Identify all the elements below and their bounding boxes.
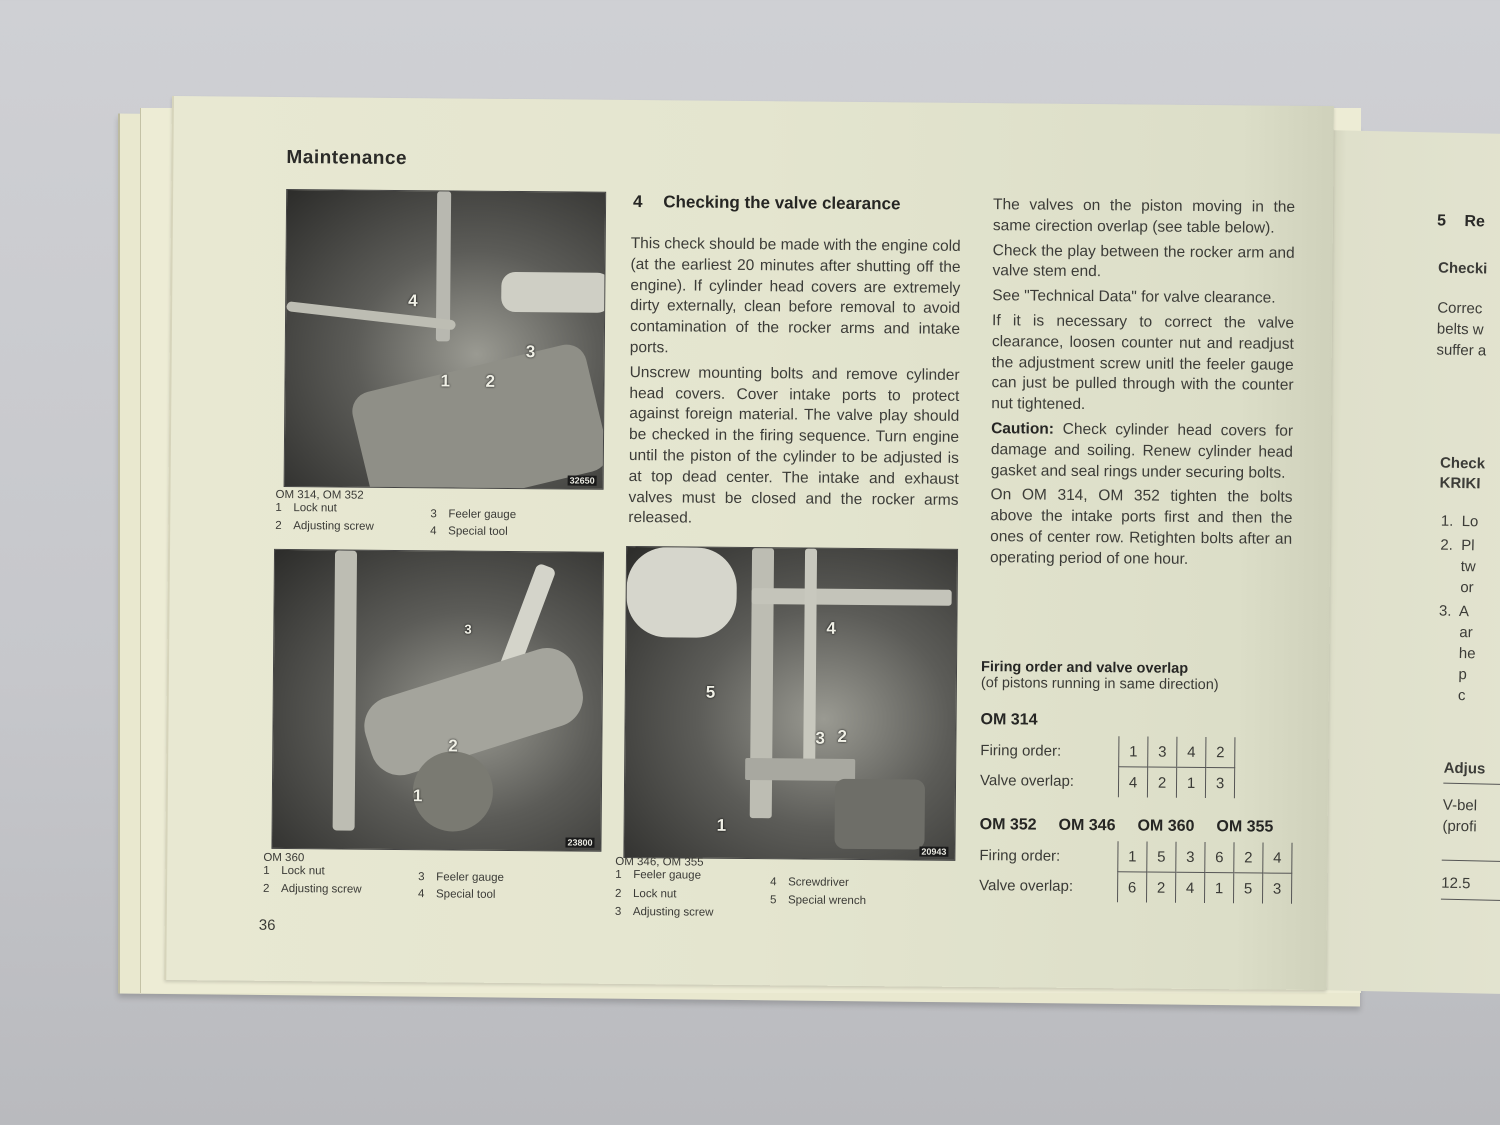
model-label: OM 346 [1058,816,1116,835]
right-line: belts w [1436,320,1484,339]
caption-item: 4 Special tool [430,525,508,538]
paragraph: The valves on the piston moving in the same cirection overlap (see table below). [992,196,1296,237]
table-cell: 4 [1263,843,1292,874]
right-line: (profi [1442,817,1477,836]
special-tool-arm [286,301,456,330]
caption-title: OM 314, OM 352 [275,488,364,502]
table-cell: 1 [1119,736,1148,767]
table-cell: 6 [1205,842,1234,873]
table-cell: 4 [1175,872,1204,903]
valve-spring [413,751,494,832]
table-cell: 2 [1147,767,1176,798]
figure-caption [275,489,605,540]
section-title: Checking the valve clearance [663,192,901,214]
firing-table-om314 [980,735,1236,798]
caption-item: 4 Special tool [417,888,496,901]
caption-item: 3 Adjusting screw [614,905,714,919]
callout-1: 1 [716,815,727,835]
caption-item: 1 Lock nut [263,864,325,878]
firing-table-6cyl [979,840,1293,904]
caption-item: 5 Special wrench [769,894,867,908]
right-line: 12.5 [1441,874,1471,893]
column-3-body [990,195,1295,575]
caution-text: Check cylinder head covers for damage and soiling. Renew cylinder head gasket and seal rings under securing bolts. [990,420,1294,482]
divider [1442,860,1500,863]
right-line: KRIKI [1439,474,1481,493]
table-cell: 2 [1146,872,1175,903]
paragraph: Check the play between the rocker arm and valve stem end. [992,241,1295,281]
row-label: Valve overlap: [979,772,1075,791]
valve-spring [834,779,925,850]
right-line: he [1437,644,1476,663]
right-line: Adjus [1443,759,1486,778]
right-page [1304,130,1500,994]
firing-table-subtitle: (of pistons running in same direction) [980,675,1219,694]
wrench-foot [745,758,855,781]
callout-2: 2 [448,736,458,756]
caption-item: 2 Adjusting screw [263,882,362,896]
right-line: suffer a [1436,341,1487,360]
table-cell: 5 [1233,873,1262,904]
caution-label: Caution: [991,420,1055,438]
section-title-fragment: Re [1464,213,1486,231]
caption-item: 3 Feeler gauge [418,871,505,884]
table-cell: 4 [1118,767,1147,798]
section-heading: Maintenance [286,147,408,170]
caption-title: OM 360 [263,851,305,865]
figure-caption [263,852,603,903]
callout-4: 4 [826,618,836,638]
table-cell: 3 [1176,842,1205,873]
engine-photo-om346-om355 [623,546,958,861]
table-cell: 1 [1204,873,1233,904]
wrench-handle [752,588,952,606]
table-cell: 6 [1118,872,1147,903]
divider [1441,899,1500,902]
caution-paragraph [991,419,1294,484]
left-page [164,96,1334,990]
right-line: ar [1438,623,1473,642]
table-cell: 1 [1176,767,1205,798]
right-line: 1. Lo [1440,512,1479,531]
right-line: tw [1439,557,1476,576]
model-label: OM 360 [1137,817,1195,835]
callout-3: 3 [815,728,825,748]
callout-2: 2 [837,726,847,746]
paragraph: This check should be made with the engine cold (at the earliest 20 minutes after shutting off the engine). If cylinder head covers are extremely dirty externally, clean before removal to avoid contamination of the rocker arms and intake ports. [629,235,961,357]
caption-item: 3 Feeler gauge [430,508,517,522]
figure-ref-code: 20943 [921,846,947,857]
table-cell: 4 [1177,737,1206,768]
caption-title: OM 346, OM 355 [615,855,704,869]
model-label: OM 352 [979,816,1037,834]
table-cell: 3 [1148,737,1177,768]
figure-caption [615,856,976,922]
callout-3: 3 [525,342,536,362]
caption-item: 4 Screwdriver [770,876,849,889]
caption-item: 2 Lock nut [615,887,677,901]
cylinder-head [348,340,606,489]
right-line: or [1439,578,1474,597]
row-label: Firing order: [980,741,1062,760]
section-number: 4 [633,192,643,212]
right-line: Correc [1437,299,1483,318]
model-labels-row [980,816,1300,837]
figure-ref-code: 23800 [567,837,593,848]
section-4-body [628,234,961,536]
figure-ref-code: 32650 [569,475,595,486]
callout-2: 2 [485,371,496,391]
right-line: c [1437,686,1466,705]
paragraph: Unscrew mounting bolts and remove cylinder head covers. Cover intake ports to protect against foreign material. The valve play should be checked in the firing sequence. Turn engine until the piston of the cylinder to be adjusted is at top dead center. The intake and exhaust valves must be closed and the rocker arms released. [628,363,960,527]
table-cell: 2 [1234,842,1263,873]
right-section-heading [1437,212,1485,231]
firing-order-section [979,659,1301,904]
table-cell: 2 [1206,737,1235,768]
caption-item: 1 Lock nut [275,501,337,515]
intake-pipe [501,272,606,313]
table-cell: 5 [1147,842,1176,873]
caption-item: 2 Adjusting screw [275,519,374,533]
feeler-tool-shaft [333,550,357,830]
callout-5: 5 [705,682,716,702]
paragraph: If it is necessary to correct the valve clearance, loosen counter nut and readjust the adjustment screw unitl the feeler gauge can just be pulled through with the counter nut tightened. [991,312,1295,414]
section-4-heading [633,192,901,214]
row-label: Valve overlap: [979,877,1074,896]
right-line: p [1437,665,1467,684]
right-line: V-bel [1442,796,1478,815]
engine-photo-om360 [271,549,604,852]
callout-1: 1 [412,786,423,806]
hand [626,547,737,638]
row-label: Firing order: [979,846,1061,865]
model-label: OM 355 [1216,818,1274,836]
right-line: Checki [1437,259,1488,278]
page-number: 36 [258,916,276,934]
callout-3: 3 [464,621,472,637]
table-cell: 3 [1205,768,1234,799]
paragraph: On OM 314, OM 352 tighten the bolts above the intake ports first and then the ones of center row. Retighten bolts after an operating period of one hour. [989,486,1293,568]
model-label: OM 314 [980,711,1038,729]
divider [1443,783,1500,786]
right-line: 2. Pl [1440,536,1475,555]
caption-item: 1 Feeler gauge [615,868,702,882]
section-number: 5 [1436,212,1447,230]
right-line: 3. A [1438,602,1470,621]
firing-table-title: Firing order and valve overlap [980,659,1189,677]
table-cell: 1 [1118,841,1147,872]
callout-1: 1 [440,371,451,391]
right-line: Check [1439,454,1486,473]
engine-photo-om314-om352 [284,189,607,490]
table-cell: 3 [1262,873,1291,904]
callout-4: 4 [408,291,418,311]
paragraph: See "Technical Data" for valve clearance. [992,287,1276,307]
